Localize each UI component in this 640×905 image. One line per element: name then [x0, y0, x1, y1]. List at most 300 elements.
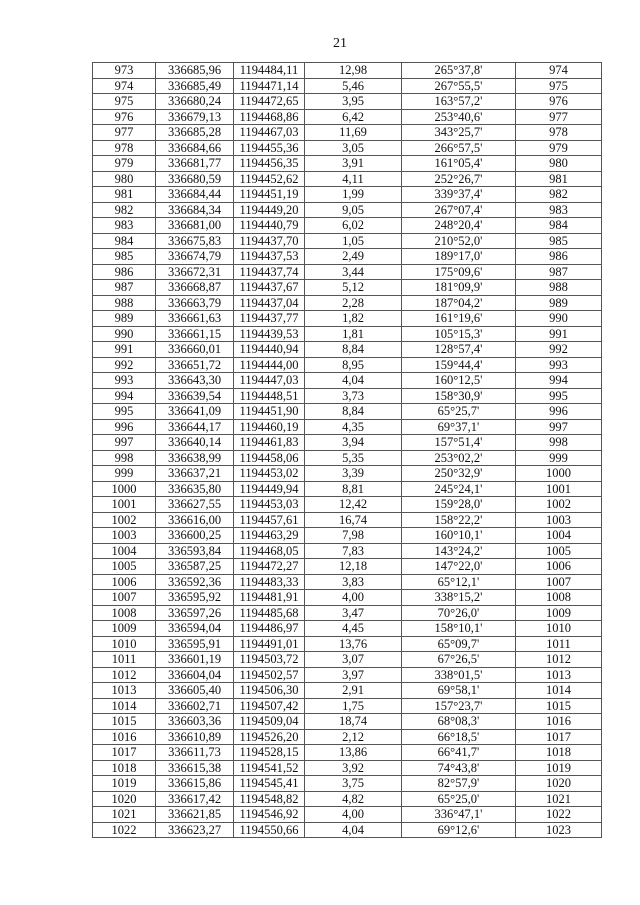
x-coordinate-cell: 336615,86	[156, 776, 234, 792]
x-coordinate-cell: 336679,13	[156, 109, 234, 125]
distance-cell: 18,74	[305, 714, 402, 730]
point-number-cell: 1012	[93, 667, 156, 683]
x-coordinate-cell: 336594,04	[156, 621, 234, 637]
next-point-number-cell: 983	[516, 202, 602, 218]
bearing-cell: 187°04,2'	[402, 295, 516, 311]
bearing-cell: 67°26,5'	[402, 652, 516, 668]
x-coordinate-cell: 336674,79	[156, 249, 234, 265]
y-coordinate-cell: 1194481,91	[234, 590, 305, 606]
distance-cell: 5,12	[305, 280, 402, 296]
x-coordinate-cell: 336592,36	[156, 574, 234, 590]
bearing-cell: 267°07,4'	[402, 202, 516, 218]
y-coordinate-cell: 1194471,14	[234, 78, 305, 94]
distance-cell: 12,18	[305, 559, 402, 575]
table-row	[93, 776, 602, 792]
table-row	[93, 683, 602, 699]
y-coordinate-cell: 1194541,52	[234, 760, 305, 776]
table-row	[93, 109, 602, 125]
bearing-cell: 68°08,3'	[402, 714, 516, 730]
point-number-cell: 974	[93, 78, 156, 94]
x-coordinate-cell: 336663,79	[156, 295, 234, 311]
y-coordinate-cell: 1194453,03	[234, 497, 305, 513]
bearing-cell: 158°30,9'	[402, 388, 516, 404]
x-coordinate-cell: 336640,14	[156, 435, 234, 451]
point-number-cell: 976	[93, 109, 156, 125]
next-point-number-cell: 1007	[516, 574, 602, 590]
y-coordinate-cell: 1194455,36	[234, 140, 305, 156]
distance-cell: 8,84	[305, 342, 402, 358]
bearing-cell: 157°23,7'	[402, 698, 516, 714]
table-row	[93, 156, 602, 172]
next-point-number-cell: 996	[516, 404, 602, 420]
distance-cell: 3,92	[305, 760, 402, 776]
bearing-cell: 160°10,1'	[402, 528, 516, 544]
bearing-cell: 105°15,3'	[402, 326, 516, 342]
y-coordinate-cell: 1194437,74	[234, 264, 305, 280]
bearing-cell: 147°22,0'	[402, 559, 516, 575]
y-coordinate-cell: 1194458,06	[234, 450, 305, 466]
point-number-cell: 975	[93, 94, 156, 110]
next-point-number-cell: 988	[516, 280, 602, 296]
x-coordinate-cell: 336595,91	[156, 636, 234, 652]
y-coordinate-cell: 1194528,15	[234, 745, 305, 761]
y-coordinate-cell: 1194486,97	[234, 621, 305, 637]
x-coordinate-cell: 336651,72	[156, 357, 234, 373]
point-number-cell: 1018	[93, 760, 156, 776]
next-point-number-cell: 977	[516, 109, 602, 125]
y-coordinate-cell: 1194451,90	[234, 404, 305, 420]
bearing-cell: 65°25,0'	[402, 791, 516, 807]
point-number-cell: 1003	[93, 528, 156, 544]
y-coordinate-cell: 1194440,79	[234, 218, 305, 234]
next-point-number-cell: 986	[516, 249, 602, 265]
point-number-cell: 1004	[93, 543, 156, 559]
table-row	[93, 605, 602, 621]
distance-cell: 3,07	[305, 652, 402, 668]
bearing-cell: 266°57,5'	[402, 140, 516, 156]
y-coordinate-cell: 1194484,11	[234, 63, 305, 79]
point-number-cell: 1016	[93, 729, 156, 745]
next-point-number-cell: 980	[516, 156, 602, 172]
y-coordinate-cell: 1194467,03	[234, 125, 305, 141]
y-coordinate-cell: 1194453,02	[234, 466, 305, 482]
next-point-number-cell: 1008	[516, 590, 602, 606]
x-coordinate-cell: 336672,31	[156, 264, 234, 280]
x-coordinate-cell: 336595,92	[156, 590, 234, 606]
next-point-number-cell: 1010	[516, 621, 602, 637]
distance-cell: 3,47	[305, 605, 402, 621]
next-point-number-cell: 994	[516, 373, 602, 389]
point-number-cell: 1019	[93, 776, 156, 792]
bearing-cell: 163°57,2'	[402, 94, 516, 110]
x-coordinate-cell: 336644,17	[156, 419, 234, 435]
distance-cell: 1,99	[305, 187, 402, 203]
bearing-cell: 69°58,1'	[402, 683, 516, 699]
table-row	[93, 621, 602, 637]
table-row	[93, 636, 602, 652]
x-coordinate-cell: 336601,19	[156, 652, 234, 668]
y-coordinate-cell: 1194452,62	[234, 171, 305, 187]
y-coordinate-cell: 1194502,57	[234, 667, 305, 683]
distance-cell: 2,91	[305, 683, 402, 699]
distance-cell: 5,46	[305, 78, 402, 94]
y-coordinate-cell: 1194491,01	[234, 636, 305, 652]
distance-cell: 2,12	[305, 729, 402, 745]
distance-cell: 2,49	[305, 249, 402, 265]
point-number-cell: 1013	[93, 683, 156, 699]
x-coordinate-cell: 336684,66	[156, 140, 234, 156]
distance-cell: 7,83	[305, 543, 402, 559]
bearing-cell: 159°28,0'	[402, 497, 516, 513]
bearing-cell: 69°37,1'	[402, 419, 516, 435]
table-row	[93, 357, 602, 373]
y-coordinate-cell: 1194449,94	[234, 481, 305, 497]
bearing-cell: 65°09,7'	[402, 636, 516, 652]
point-number-cell: 1002	[93, 512, 156, 528]
point-number-cell: 982	[93, 202, 156, 218]
point-number-cell: 1006	[93, 574, 156, 590]
point-number-cell: 977	[93, 125, 156, 141]
x-coordinate-cell: 336621,85	[156, 807, 234, 823]
y-coordinate-cell: 1194550,66	[234, 822, 305, 838]
bearing-cell: 157°51,4'	[402, 435, 516, 451]
point-number-cell: 1020	[93, 791, 156, 807]
next-point-number-cell: 976	[516, 94, 602, 110]
distance-cell: 8,84	[305, 404, 402, 420]
next-point-number-cell: 1001	[516, 481, 602, 497]
table-row	[93, 590, 602, 606]
y-coordinate-cell: 1194437,67	[234, 280, 305, 296]
x-coordinate-cell: 336639,54	[156, 388, 234, 404]
x-coordinate-cell: 336680,59	[156, 171, 234, 187]
table-row	[93, 140, 602, 156]
distance-cell: 4,04	[305, 373, 402, 389]
distance-cell: 3,73	[305, 388, 402, 404]
table-row	[93, 528, 602, 544]
table-row	[93, 187, 602, 203]
x-coordinate-cell: 336597,26	[156, 605, 234, 621]
point-number-cell: 1022	[93, 822, 156, 838]
table-row	[93, 559, 602, 575]
table-row	[93, 311, 602, 327]
next-point-number-cell: 1016	[516, 714, 602, 730]
table-row	[93, 466, 602, 482]
distance-cell: 13,86	[305, 745, 402, 761]
next-point-number-cell: 1022	[516, 807, 602, 823]
next-point-number-cell: 979	[516, 140, 602, 156]
bearing-cell: 189°17,0'	[402, 249, 516, 265]
next-point-number-cell: 982	[516, 187, 602, 203]
y-coordinate-cell: 1194463,29	[234, 528, 305, 544]
x-coordinate-cell: 336643,30	[156, 373, 234, 389]
next-point-number-cell: 993	[516, 357, 602, 373]
table-row	[93, 373, 602, 389]
table-row	[93, 404, 602, 420]
bearing-cell: 250°32,9'	[402, 466, 516, 482]
table-row	[93, 667, 602, 683]
table-row	[93, 202, 602, 218]
table-row	[93, 729, 602, 745]
bearing-cell: 65°25,7'	[402, 404, 516, 420]
bearing-cell: 175°09,6'	[402, 264, 516, 280]
next-point-number-cell: 1023	[516, 822, 602, 838]
y-coordinate-cell: 1194472,27	[234, 559, 305, 575]
bearing-cell: 158°22,2'	[402, 512, 516, 528]
x-coordinate-cell: 336600,25	[156, 528, 234, 544]
point-number-cell: 1011	[93, 652, 156, 668]
next-point-number-cell: 985	[516, 233, 602, 249]
y-coordinate-cell: 1194509,04	[234, 714, 305, 730]
next-point-number-cell: 992	[516, 342, 602, 358]
table-row	[93, 698, 602, 714]
distance-cell: 1,05	[305, 233, 402, 249]
next-point-number-cell: 997	[516, 419, 602, 435]
table-row	[93, 218, 602, 234]
x-coordinate-cell: 336615,38	[156, 760, 234, 776]
point-number-cell: 1001	[93, 497, 156, 513]
y-coordinate-cell: 1194437,70	[234, 233, 305, 249]
point-number-cell: 987	[93, 280, 156, 296]
bearing-cell: 210°52,0'	[402, 233, 516, 249]
distance-cell: 4,11	[305, 171, 402, 187]
distance-cell: 4,04	[305, 822, 402, 838]
next-point-number-cell: 1004	[516, 528, 602, 544]
y-coordinate-cell: 1194449,20	[234, 202, 305, 218]
next-point-number-cell: 974	[516, 63, 602, 79]
x-coordinate-cell: 336685,96	[156, 63, 234, 79]
table-row	[93, 745, 602, 761]
point-number-cell: 981	[93, 187, 156, 203]
table-row	[93, 233, 602, 249]
distance-cell: 4,82	[305, 791, 402, 807]
next-point-number-cell: 1019	[516, 760, 602, 776]
next-point-number-cell: 1003	[516, 512, 602, 528]
distance-cell: 3,44	[305, 264, 402, 280]
x-coordinate-cell: 336623,27	[156, 822, 234, 838]
point-number-cell: 979	[93, 156, 156, 172]
point-number-cell: 990	[93, 326, 156, 342]
table-row	[93, 760, 602, 776]
y-coordinate-cell: 1194506,30	[234, 683, 305, 699]
x-coordinate-cell: 336684,44	[156, 187, 234, 203]
bearing-cell: 65°12,1'	[402, 574, 516, 590]
table-row	[93, 543, 602, 559]
x-coordinate-cell: 336685,28	[156, 125, 234, 141]
point-number-cell: 1010	[93, 636, 156, 652]
y-coordinate-cell: 1194472,65	[234, 94, 305, 110]
next-point-number-cell: 991	[516, 326, 602, 342]
next-point-number-cell: 998	[516, 435, 602, 451]
y-coordinate-cell: 1194437,04	[234, 295, 305, 311]
table-row	[93, 280, 602, 296]
next-point-number-cell: 1012	[516, 652, 602, 668]
x-coordinate-cell: 336605,40	[156, 683, 234, 699]
distance-cell: 3,97	[305, 667, 402, 683]
point-number-cell: 983	[93, 218, 156, 234]
table-row	[93, 326, 602, 342]
x-coordinate-cell: 336684,34	[156, 202, 234, 218]
x-coordinate-cell: 336685,49	[156, 78, 234, 94]
next-point-number-cell: 1002	[516, 497, 602, 513]
distance-cell: 12,42	[305, 497, 402, 513]
y-coordinate-cell: 1194457,61	[234, 512, 305, 528]
bearing-cell: 158°10,1'	[402, 621, 516, 637]
next-point-number-cell: 989	[516, 295, 602, 311]
table-row	[93, 714, 602, 730]
point-number-cell: 985	[93, 249, 156, 265]
bearing-cell: 159°44,4'	[402, 357, 516, 373]
next-point-number-cell: 1005	[516, 543, 602, 559]
y-coordinate-cell: 1194440,94	[234, 342, 305, 358]
distance-cell: 3,94	[305, 435, 402, 451]
x-coordinate-cell: 336611,73	[156, 745, 234, 761]
y-coordinate-cell: 1194437,77	[234, 311, 305, 327]
distance-cell: 8,81	[305, 481, 402, 497]
x-coordinate-cell: 336637,21	[156, 466, 234, 482]
x-coordinate-cell: 336681,00	[156, 218, 234, 234]
bearing-cell: 267°55,5'	[402, 78, 516, 94]
point-number-cell: 994	[93, 388, 156, 404]
point-number-cell: 992	[93, 357, 156, 373]
bearing-cell: 66°18,5'	[402, 729, 516, 745]
y-coordinate-cell: 1194548,82	[234, 791, 305, 807]
bearing-cell: 248°20,4'	[402, 218, 516, 234]
next-point-number-cell: 1011	[516, 636, 602, 652]
distance-cell: 1,82	[305, 311, 402, 327]
point-number-cell: 997	[93, 435, 156, 451]
next-point-number-cell: 1018	[516, 745, 602, 761]
x-coordinate-cell: 336602,71	[156, 698, 234, 714]
bearing-cell: 161°05,4'	[402, 156, 516, 172]
distance-cell: 8,95	[305, 357, 402, 373]
bearing-cell: 128°57,4'	[402, 342, 516, 358]
point-number-cell: 986	[93, 264, 156, 280]
point-number-cell: 1009	[93, 621, 156, 637]
y-coordinate-cell: 1194507,42	[234, 698, 305, 714]
table-row	[93, 807, 602, 823]
point-number-cell: 988	[93, 295, 156, 311]
next-point-number-cell: 1015	[516, 698, 602, 714]
y-coordinate-cell: 1194444,00	[234, 357, 305, 373]
bearing-cell: 69°12,6'	[402, 822, 516, 838]
y-coordinate-cell: 1194546,92	[234, 807, 305, 823]
next-point-number-cell: 990	[516, 311, 602, 327]
table-row	[93, 94, 602, 110]
x-coordinate-cell: 336635,80	[156, 481, 234, 497]
point-number-cell: 993	[93, 373, 156, 389]
y-coordinate-cell: 1194503,72	[234, 652, 305, 668]
table-row	[93, 388, 602, 404]
point-number-cell: 1015	[93, 714, 156, 730]
distance-cell: 4,00	[305, 807, 402, 823]
bearing-cell: 336°47,1'	[402, 807, 516, 823]
distance-cell: 11,69	[305, 125, 402, 141]
x-coordinate-cell: 336604,04	[156, 667, 234, 683]
y-coordinate-cell: 1194437,53	[234, 249, 305, 265]
point-number-cell: 989	[93, 311, 156, 327]
point-number-cell: 984	[93, 233, 156, 249]
bearing-cell: 181°09,9'	[402, 280, 516, 296]
x-coordinate-cell: 336661,15	[156, 326, 234, 342]
distance-cell: 3,91	[305, 156, 402, 172]
y-coordinate-cell: 1194485,68	[234, 605, 305, 621]
page-number: 21	[333, 36, 347, 51]
point-number-cell: 1014	[93, 698, 156, 714]
table-row	[93, 497, 602, 513]
distance-cell: 6,02	[305, 218, 402, 234]
table-row	[93, 791, 602, 807]
bearing-cell: 82°57,9'	[402, 776, 516, 792]
x-coordinate-cell: 336616,00	[156, 512, 234, 528]
bearing-cell: 143°24,2'	[402, 543, 516, 559]
x-coordinate-cell: 336638,99	[156, 450, 234, 466]
distance-cell: 3,75	[305, 776, 402, 792]
x-coordinate-cell: 336610,89	[156, 729, 234, 745]
table-row	[93, 512, 602, 528]
next-point-number-cell: 987	[516, 264, 602, 280]
distance-cell: 2,28	[305, 295, 402, 311]
distance-cell: 1,75	[305, 698, 402, 714]
x-coordinate-cell: 336627,55	[156, 497, 234, 513]
y-coordinate-cell: 1194468,05	[234, 543, 305, 559]
point-number-cell: 1007	[93, 590, 156, 606]
y-coordinate-cell: 1194461,83	[234, 435, 305, 451]
table-row	[93, 63, 602, 79]
x-coordinate-cell: 336617,42	[156, 791, 234, 807]
point-number-cell: 1021	[93, 807, 156, 823]
point-number-cell: 980	[93, 171, 156, 187]
x-coordinate-cell: 336641,09	[156, 404, 234, 420]
next-point-number-cell: 1020	[516, 776, 602, 792]
bearing-cell: 338°01,5'	[402, 667, 516, 683]
table-row	[93, 342, 602, 358]
next-point-number-cell: 999	[516, 450, 602, 466]
next-point-number-cell: 978	[516, 125, 602, 141]
y-coordinate-cell: 1194483,33	[234, 574, 305, 590]
distance-cell: 3,95	[305, 94, 402, 110]
next-point-number-cell: 981	[516, 171, 602, 187]
table-row	[93, 171, 602, 187]
distance-cell: 4,35	[305, 419, 402, 435]
next-point-number-cell: 995	[516, 388, 602, 404]
x-coordinate-cell: 336660,01	[156, 342, 234, 358]
x-coordinate-cell: 336681,77	[156, 156, 234, 172]
x-coordinate-cell: 336675,83	[156, 233, 234, 249]
bearing-cell: 253°40,6'	[402, 109, 516, 125]
distance-cell: 4,45	[305, 621, 402, 637]
x-coordinate-cell: 336661,63	[156, 311, 234, 327]
point-number-cell: 996	[93, 419, 156, 435]
bearing-cell: 161°19,6'	[402, 311, 516, 327]
next-point-number-cell: 984	[516, 218, 602, 234]
coordinates-table	[92, 62, 602, 838]
x-coordinate-cell: 336603,36	[156, 714, 234, 730]
next-point-number-cell: 1021	[516, 791, 602, 807]
point-number-cell: 1005	[93, 559, 156, 575]
next-point-number-cell: 1006	[516, 559, 602, 575]
bearing-cell: 66°41,7'	[402, 745, 516, 761]
point-number-cell: 998	[93, 450, 156, 466]
y-coordinate-cell: 1194468,86	[234, 109, 305, 125]
distance-cell: 16,74	[305, 512, 402, 528]
table-row	[93, 419, 602, 435]
distance-cell: 3,05	[305, 140, 402, 156]
y-coordinate-cell: 1194447,03	[234, 373, 305, 389]
y-coordinate-cell: 1194526,20	[234, 729, 305, 745]
bearing-cell: 253°02,2'	[402, 450, 516, 466]
point-number-cell: 1000	[93, 481, 156, 497]
x-coordinate-cell: 336668,87	[156, 280, 234, 296]
